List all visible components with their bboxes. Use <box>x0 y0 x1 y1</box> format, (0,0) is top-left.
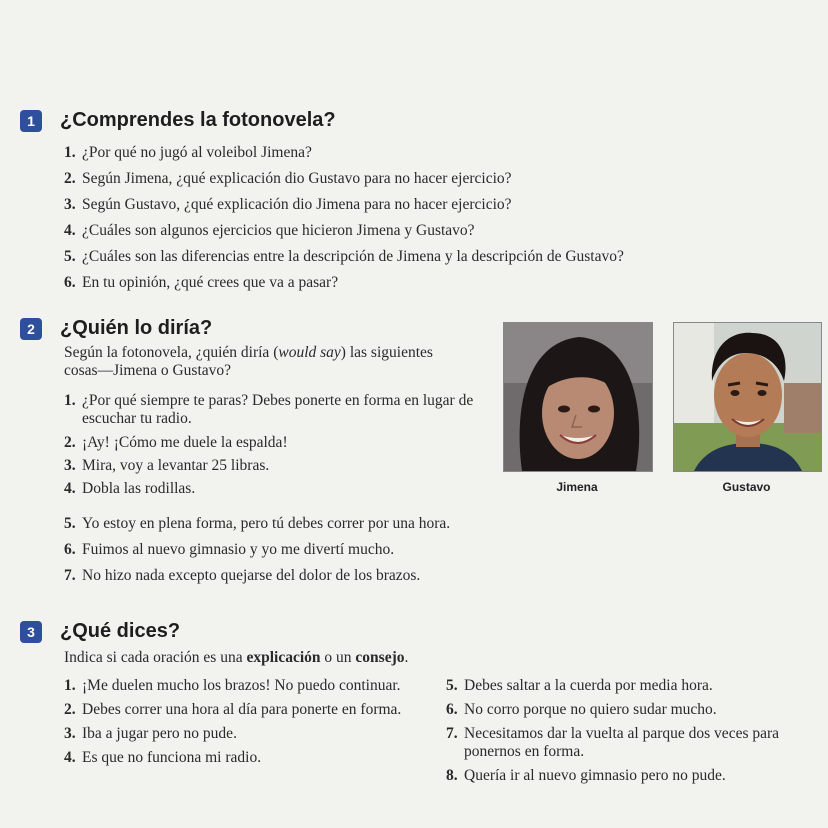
list-item: 2. ¡Ay! ¡Cómo me duele la espalda! <box>64 434 288 451</box>
list-item: 6. Fuimos al nuevo gimnasio y yo me divertí mucho. <box>64 541 395 558</box>
section-1-title: ¿Comprendes la fotonovela? <box>60 109 336 131</box>
section-2-intro: Según la fotonovela, ¿quién diría (would say) las siguientes cosas—Jimena o Gustavo? <box>64 344 433 379</box>
jimena-photo <box>503 322 653 472</box>
list-item: 6. En tu opinión, ¿qué crees que va a pasar? <box>64 274 339 291</box>
section-3-list-left <box>64 677 404 773</box>
list-item: 4. Dobla las rodillas. <box>64 480 196 497</box>
list-item: 7. Necesitamos dar la vuelta al parque dos veces para ponernos en forma. <box>446 725 780 760</box>
list-item: 2. Debes correr una hora al día para ponerte en forma. <box>64 701 402 718</box>
list-item: 1. ¡Me duelen mucho los brazos! No puedo continuar. <box>64 677 401 694</box>
section-2-header <box>20 317 212 340</box>
jimena-portrait-image <box>504 323 652 471</box>
list-item: 3. Según Gustavo, ¿qué explicación dio Jimena para no hacer ejercicio? <box>64 196 512 213</box>
list-item: 7. No hizo nada excepto quejarse del dolor de los brazos. <box>64 567 421 584</box>
section-1-badge: 1 <box>20 110 42 132</box>
list-item: 1. ¿Por qué no jugó al voleibol Jimena? <box>64 144 312 161</box>
section-2-list-a <box>64 392 484 503</box>
section-3-title: ¿Qué dices? <box>60 620 181 642</box>
list-item: 4. Es que no funciona mi radio. <box>64 749 262 766</box>
jimena-caption: Jimena <box>556 480 598 494</box>
list-item: 2. Según Jimena, ¿qué explicación dio Gustavo para no hacer ejercicio? <box>64 170 512 187</box>
section-2-list-b <box>64 515 804 593</box>
section-1-list <box>64 144 804 300</box>
list-item: 3. Iba a jugar pero no pude. <box>64 725 237 742</box>
gustavo-portrait-image <box>674 323 821 471</box>
section-1-header <box>20 109 336 132</box>
gustavo-caption: Gustavo <box>722 480 771 494</box>
list-item: 3. Mira, voy a levantar 25 libras. <box>64 457 270 474</box>
list-item: 4. ¿Cuáles son algunos ejercicios que hicieron Jimena y Gustavo? <box>64 222 475 239</box>
list-item: 5. ¿Cuáles son las diferencias entre la descripción de Jimena y la descripción de Gustavo? <box>64 248 624 265</box>
section-2-title: ¿Quién lo diría? <box>60 317 213 339</box>
section-2-badge: 2 <box>20 318 42 340</box>
section-3-list-right <box>446 677 818 791</box>
list-item: 5. Yo estoy en plena forma, pero tú debes correr por una hora. <box>64 515 451 532</box>
section-3-intro: Indica si cada oración es una explicación o un consejo. <box>64 649 409 666</box>
section-3-badge: 3 <box>20 621 42 643</box>
gustavo-photo <box>673 322 822 472</box>
list-item: 5. Debes saltar a la cuerda por media hora. <box>446 677 713 694</box>
section-3-header <box>20 620 180 643</box>
list-item: 1. ¿Por qué siempre te paras? Debes ponerte en forma en lugar de escuchar tu radio. <box>64 392 474 427</box>
list-item: 8. Quería ir al nuevo gimnasio pero no pude. <box>446 767 726 784</box>
list-item: 6. No corro porque no quiero sudar mucho. <box>446 701 717 718</box>
